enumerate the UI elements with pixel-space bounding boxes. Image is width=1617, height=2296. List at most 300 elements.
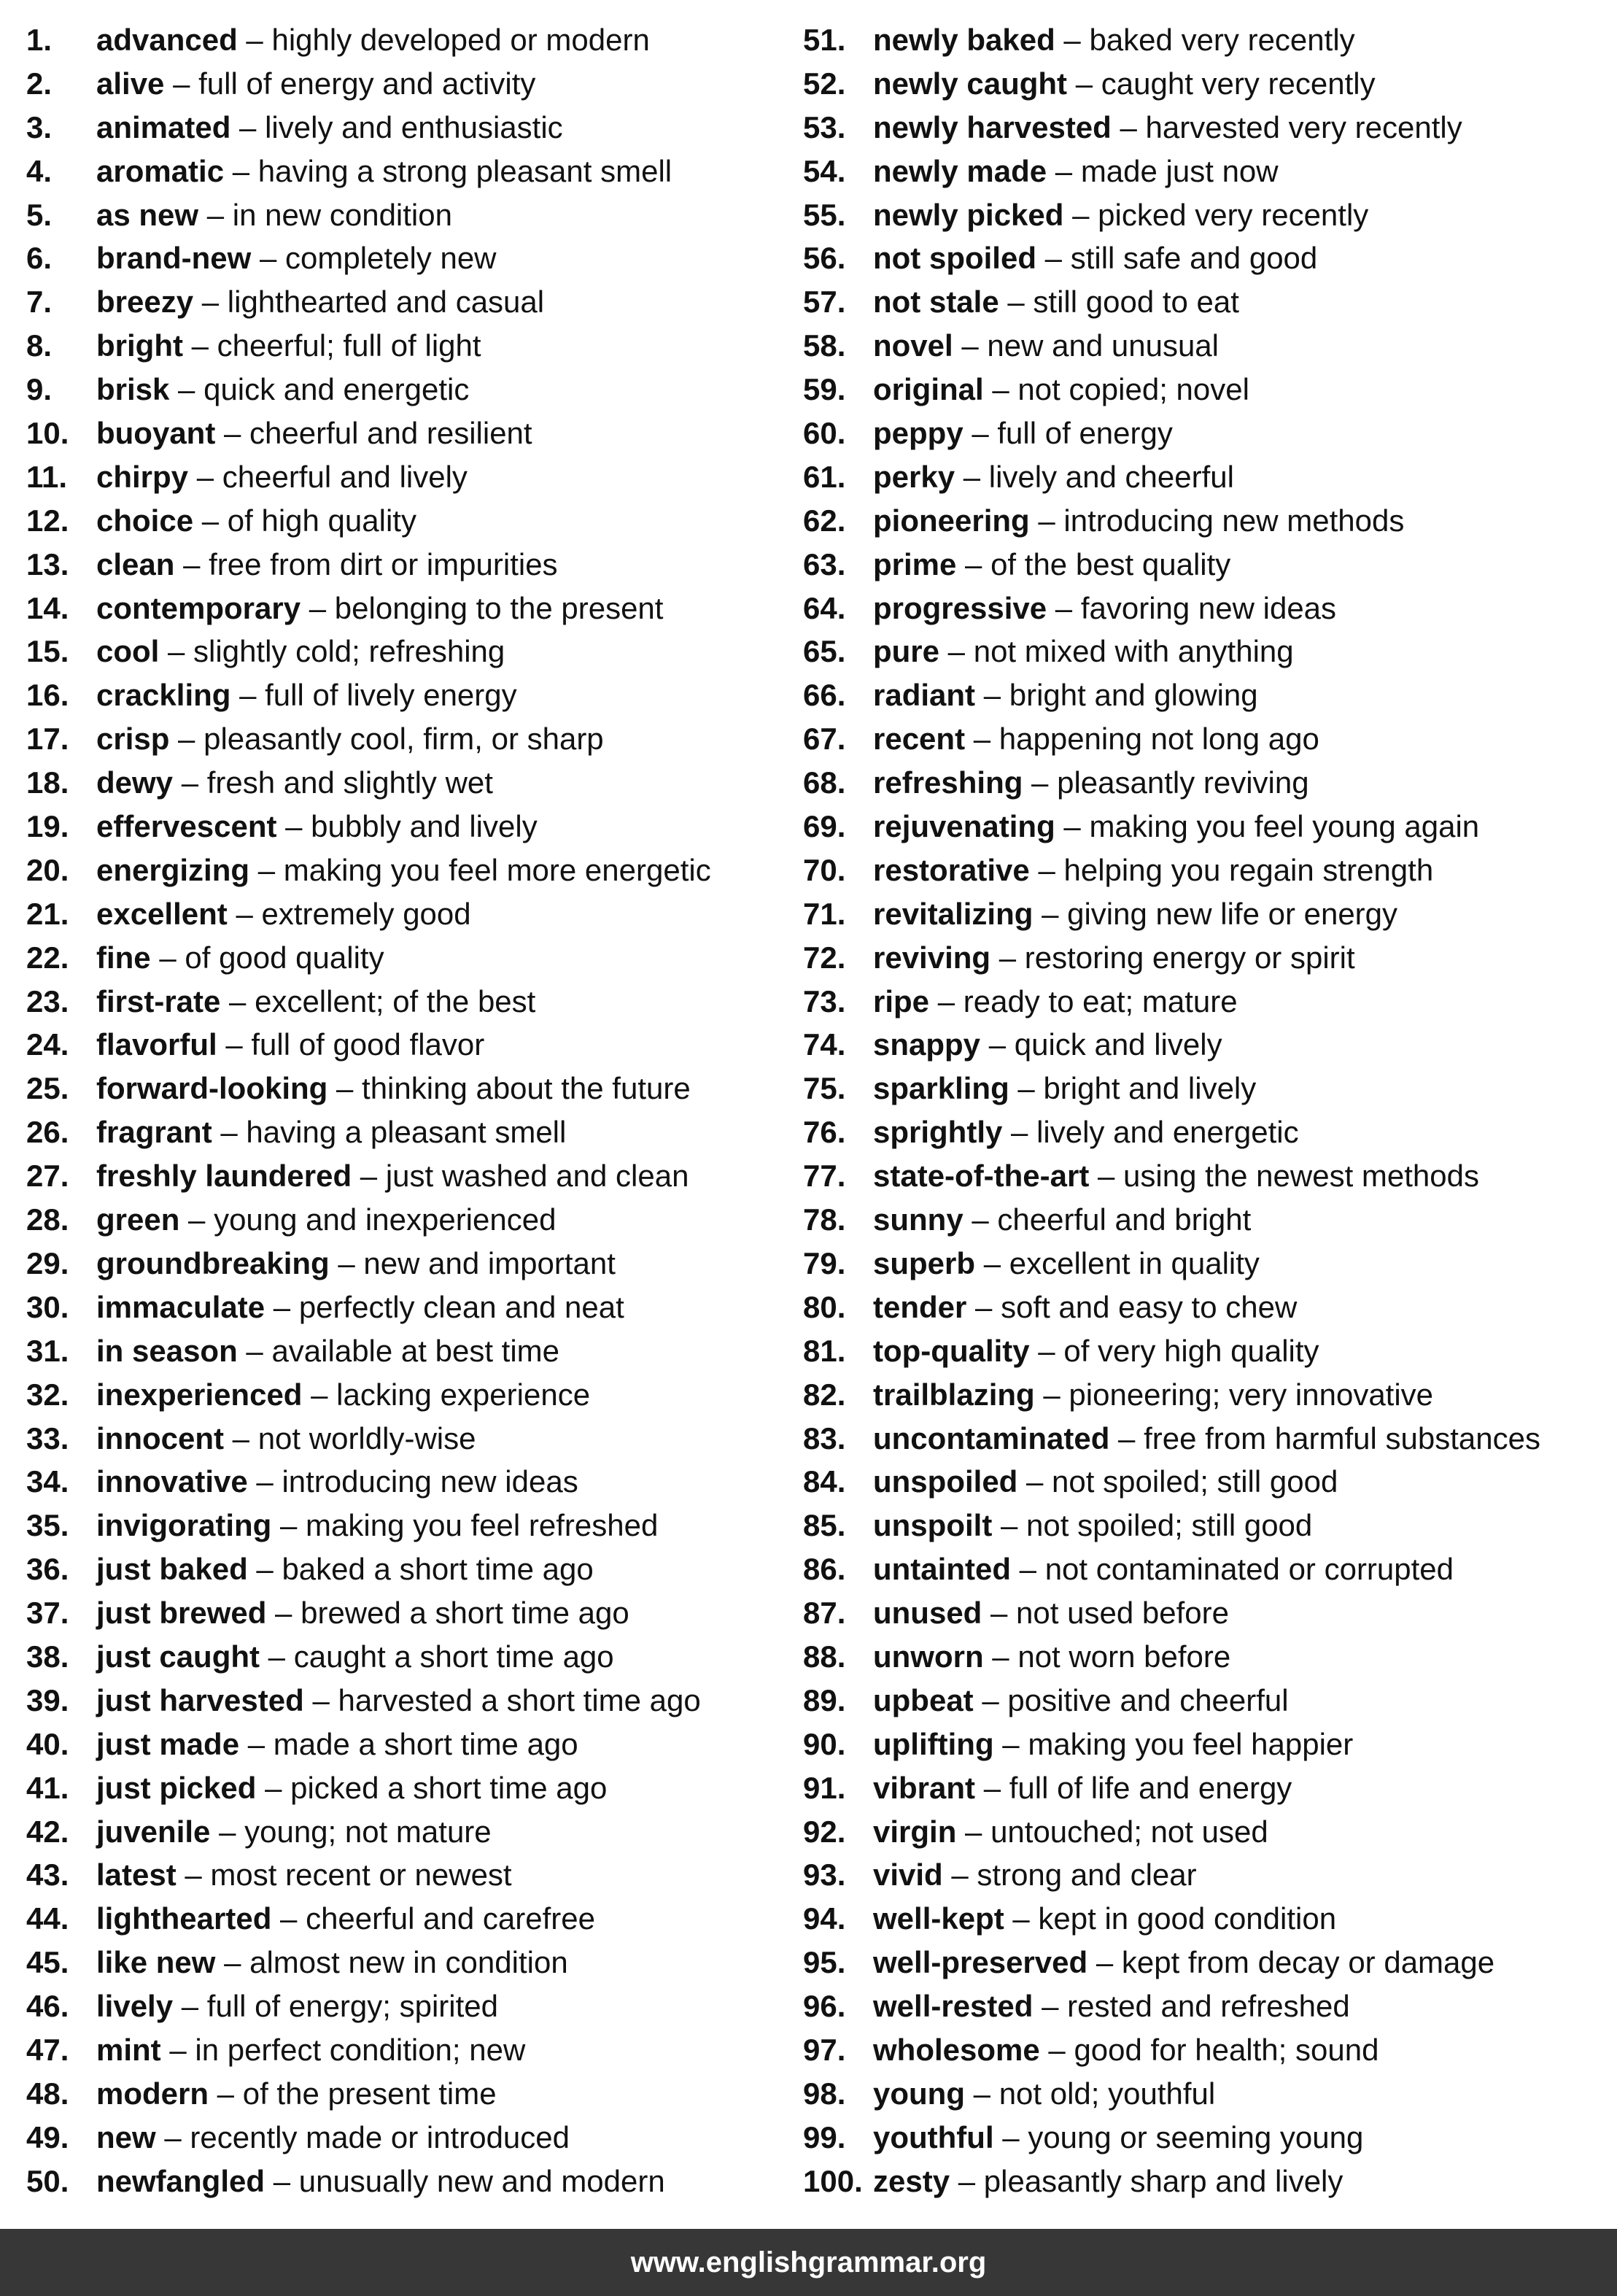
item-definition: not mixed with anything — [973, 634, 1294, 669]
item-separator: – — [956, 546, 991, 581]
item-word: untainted — [873, 1552, 1011, 1587]
item-separator: – — [1009, 1071, 1044, 1106]
item-word: superb — [873, 1245, 976, 1280]
item-word: latest — [96, 1858, 177, 1893]
list-item — [803, 543, 1613, 587]
item-definition: of very high quality — [1063, 1333, 1319, 1368]
list-item — [803, 1198, 1613, 1242]
item-definition: quick and lively — [1014, 1027, 1222, 1062]
item-text — [873, 1853, 1197, 1897]
item-definition: harvested a short time ago — [338, 1682, 701, 1717]
item-definition: having a strong pleasant smell — [257, 153, 672, 188]
item-word: youthful — [873, 2119, 994, 2154]
item-separator: – — [975, 1245, 1009, 1280]
item-text — [96, 1941, 568, 1984]
item-definition: ready to eat; mature — [963, 983, 1238, 1018]
item-definition: not worn before — [1017, 1639, 1231, 1674]
item-separator: – — [176, 1858, 211, 1893]
item-separator: – — [983, 1639, 1018, 1674]
item-separator: – — [173, 1989, 207, 2024]
item-number: 91. — [803, 1770, 846, 1805]
item-separator: – — [150, 940, 185, 975]
item-word: aromatic — [96, 153, 225, 188]
item-number: 75. — [803, 1071, 846, 1106]
item-text — [96, 1067, 691, 1110]
item-text — [873, 892, 1397, 936]
list-item — [803, 936, 1613, 980]
item-text — [96, 1723, 578, 1766]
item-text — [96, 1023, 484, 1067]
item-word: just caught — [96, 1639, 260, 1674]
item-word: immaculate — [96, 1289, 265, 1324]
item-text — [873, 805, 1479, 849]
list-item — [803, 1417, 1613, 1461]
item-separator: – — [1067, 66, 1101, 101]
list-item — [26, 1547, 785, 1591]
item-separator: – — [964, 2076, 999, 2111]
list-item — [26, 1897, 785, 1941]
item-number: 89. — [803, 1682, 846, 1717]
item-separator: – — [237, 1333, 272, 1368]
list-item — [26, 761, 785, 805]
item-word: new — [96, 2119, 156, 2154]
item-separator: – — [1029, 1333, 1064, 1368]
list-item — [26, 1067, 785, 1110]
list-item — [26, 324, 785, 368]
list-item — [26, 280, 785, 324]
item-separator: – — [300, 590, 335, 625]
item-word: sparkling — [873, 1071, 1009, 1106]
item-definition: quick and energetic — [203, 372, 470, 407]
item-word: clean — [96, 546, 175, 581]
item-text — [873, 1329, 1319, 1373]
list-item — [26, 630, 785, 673]
item-number: 67. — [803, 722, 846, 757]
item-definition: baked a short time ago — [282, 1552, 594, 1587]
item-definition: picked very recently — [1098, 197, 1369, 232]
item-separator: – — [329, 1245, 364, 1280]
item-number: 8. — [26, 328, 53, 363]
item-number: 41. — [26, 1770, 69, 1805]
item-separator: – — [188, 459, 222, 494]
item-text — [96, 1635, 614, 1679]
item-text — [96, 543, 558, 587]
list-item — [26, 193, 785, 237]
item-definition: favoring new ideas — [1080, 590, 1337, 625]
item-separator: – — [198, 197, 233, 232]
item-number: 59. — [803, 372, 846, 407]
item-number: 16. — [26, 678, 69, 713]
item-definition: bright and lively — [1043, 1071, 1257, 1106]
item-word: newly picked — [873, 197, 1064, 232]
item-definition: using the newest methods — [1123, 1159, 1480, 1194]
item-text — [873, 1679, 1289, 1723]
item-separator: – — [1029, 503, 1064, 538]
item-definition: full of lively energy — [265, 678, 517, 713]
item-word: just made — [96, 1726, 240, 1761]
item-separator: – — [227, 896, 262, 931]
item-separator: – — [265, 1289, 299, 1324]
item-separator: – — [266, 1596, 301, 1631]
item-text — [873, 1635, 1230, 1679]
item-word: excellent — [96, 896, 228, 931]
item-number: 11. — [26, 459, 68, 494]
item-definition: cheerful and lively — [222, 459, 468, 494]
list-item — [26, 1198, 785, 1242]
list-item — [26, 892, 785, 936]
item-word: effervescent — [96, 809, 277, 844]
item-number: 61. — [803, 459, 846, 494]
item-definition: soft and easy to chew — [1001, 1289, 1298, 1324]
item-definition: introducing new methods — [1063, 503, 1405, 538]
item-definition: not used before — [1016, 1596, 1229, 1631]
item-definition: bright and glowing — [1009, 678, 1258, 713]
item-separator: – — [990, 940, 1025, 975]
item-word: snappy — [873, 1027, 981, 1062]
list-item — [803, 1547, 1613, 1591]
item-number: 82. — [803, 1377, 846, 1412]
item-number: 38. — [26, 1639, 69, 1674]
item-definition: kept in good condition — [1038, 1901, 1337, 1936]
list-item — [26, 1766, 785, 1810]
item-word: freshly laundered — [96, 1159, 352, 1194]
item-text — [96, 324, 481, 368]
item-separator: – — [1004, 1901, 1039, 1936]
list-item — [803, 280, 1613, 324]
list-item — [26, 2072, 785, 2116]
item-text — [873, 2116, 1363, 2160]
list-item — [26, 1110, 785, 1154]
item-word: novel — [873, 328, 953, 363]
item-word: flavorful — [96, 1027, 217, 1062]
list-item — [803, 1329, 1613, 1373]
item-definition: completely new — [285, 241, 497, 276]
item-definition: caught very recently — [1101, 66, 1376, 101]
item-separator: – — [1055, 23, 1090, 57]
item-word: not spoiled — [873, 241, 1036, 276]
item-text — [873, 1154, 1479, 1198]
item-separator: – — [271, 1901, 306, 1936]
list-item — [26, 2116, 785, 2160]
item-word: not stale — [873, 285, 999, 320]
item-number: 14. — [26, 590, 69, 625]
item-word: advanced — [96, 23, 238, 57]
item-number: 74. — [803, 1027, 846, 1062]
list-item — [803, 1941, 1613, 1984]
footer-bar — [0, 2229, 1617, 2296]
item-text — [96, 455, 468, 499]
list-item — [803, 2072, 1613, 2116]
item-separator: – — [256, 1770, 291, 1805]
item-word: well-rested — [873, 1989, 1034, 2024]
item-number: 81. — [803, 1333, 846, 1368]
item-word: unspoilt — [873, 1508, 993, 1543]
item-definition: not copied; novel — [1017, 372, 1249, 407]
item-number: 92. — [803, 1814, 846, 1849]
list-item — [803, 324, 1613, 368]
item-number: 48. — [26, 2076, 69, 2111]
list-item — [803, 980, 1613, 1024]
item-separator: – — [992, 1508, 1027, 1543]
item-definition: making you feel young again — [1089, 809, 1480, 844]
item-definition: young or seeming young — [1028, 2119, 1364, 2154]
item-definition: new and important — [363, 1245, 616, 1280]
item-text — [96, 717, 604, 761]
item-text — [96, 2116, 570, 2160]
list-item — [26, 499, 785, 543]
item-definition: free from dirt or impurities — [209, 546, 558, 581]
item-text — [96, 1679, 701, 1723]
list-item — [26, 1941, 785, 1984]
list-item — [803, 1110, 1613, 1154]
item-text — [873, 980, 1238, 1024]
item-definition: lively and cheerful — [988, 459, 1234, 494]
item-text — [96, 1154, 689, 1198]
item-word: uplifting — [873, 1726, 994, 1761]
list-item — [803, 106, 1613, 150]
item-definition: highly developed or modern — [271, 23, 650, 57]
item-word: rejuvenating — [873, 809, 1055, 844]
item-text — [873, 2160, 1343, 2203]
list-item — [803, 1766, 1613, 1810]
item-definition: not worldly-wise — [257, 1420, 476, 1456]
item-separator: – — [155, 2119, 190, 2154]
list-item — [26, 1984, 785, 2028]
item-definition: brewed a short time ago — [300, 1596, 629, 1631]
item-separator: – — [193, 285, 228, 320]
item-separator: – — [1087, 1945, 1122, 1980]
item-number: 79. — [803, 1245, 846, 1280]
item-text — [873, 236, 1317, 280]
item-word: well-kept — [873, 1901, 1004, 1936]
item-number: 46. — [26, 1989, 69, 2024]
list-item — [26, 1723, 785, 1766]
list-item — [803, 1853, 1613, 1897]
item-definition: thinking about the future — [362, 1071, 691, 1106]
item-number: 45. — [26, 1945, 69, 1980]
list-item — [803, 1242, 1613, 1286]
item-separator: – — [237, 23, 272, 57]
item-definition: lively and energetic — [1036, 1115, 1299, 1150]
item-number: 56. — [803, 241, 846, 276]
list-item — [26, 1635, 785, 1679]
item-text — [96, 761, 493, 805]
item-number: 72. — [803, 940, 846, 975]
left-column — [26, 18, 785, 2203]
list-item — [803, 1023, 1613, 1067]
item-separator: – — [950, 2163, 984, 2198]
item-separator: – — [939, 634, 974, 669]
item-number: 99. — [803, 2119, 846, 2154]
item-definition: positive and cheerful — [1007, 1682, 1289, 1717]
item-word: dewy — [96, 765, 174, 800]
item-word: perky — [873, 459, 955, 494]
item-text — [873, 761, 1309, 805]
item-text — [96, 1766, 607, 1810]
item-separator: – — [1111, 109, 1146, 144]
item-text — [96, 1853, 512, 1897]
item-word: innocent — [96, 1420, 224, 1456]
item-word: inexperienced — [96, 1377, 303, 1412]
item-number: 97. — [803, 2032, 846, 2067]
item-word: crisp — [96, 722, 170, 757]
list-item — [803, 1810, 1613, 1854]
item-definition: strong and clear — [977, 1858, 1197, 1893]
item-separator: – — [980, 1027, 1015, 1062]
item-definition: good for health; sound — [1074, 2032, 1379, 2067]
item-number: 20. — [26, 852, 69, 887]
item-number: 22. — [26, 940, 69, 975]
item-definition: pleasantly sharp and lively — [983, 2163, 1343, 2198]
item-word: progressive — [873, 590, 1047, 625]
item-separator: – — [164, 66, 199, 101]
right-column — [803, 18, 1613, 2203]
item-definition: excellent; of the best — [255, 983, 536, 1018]
item-separator: – — [251, 241, 286, 276]
list-item — [803, 717, 1613, 761]
item-definition: pioneering; very innovative — [1069, 1377, 1434, 1412]
item-definition: almost new in condition — [249, 1945, 568, 1980]
item-text — [873, 368, 1249, 411]
item-number: 35. — [26, 1508, 69, 1543]
item-text — [96, 1460, 578, 1504]
item-word: vibrant — [873, 1770, 976, 1805]
item-separator: – — [182, 328, 217, 363]
item-definition: not contaminated or corrupted — [1044, 1552, 1454, 1587]
item-word: choice — [96, 503, 194, 538]
item-text — [96, 936, 384, 980]
item-text — [96, 673, 517, 717]
item-text — [873, 1198, 1251, 1242]
list-item — [803, 892, 1613, 936]
item-definition: in new condition — [232, 197, 452, 232]
item-number: 87. — [803, 1596, 846, 1631]
item-number: 52. — [803, 66, 846, 101]
item-separator: – — [1047, 590, 1081, 625]
item-text — [873, 1897, 1336, 1941]
item-number: 37. — [26, 1596, 69, 1631]
item-separator: – — [220, 983, 255, 1018]
footer-url[interactable]: www.englishgrammar.org — [630, 2246, 987, 2278]
item-number: 54. — [803, 153, 846, 188]
item-separator: – — [993, 2119, 1028, 2154]
item-definition: full of life and energy — [1009, 1770, 1292, 1805]
list-item — [26, 1417, 785, 1461]
list-item — [26, 1504, 785, 1547]
item-text — [873, 1286, 1297, 1329]
item-text — [873, 2028, 1378, 2072]
item-separator: – — [942, 1858, 977, 1893]
item-word: zesty — [873, 2163, 950, 2198]
list-item — [803, 1635, 1613, 1679]
item-separator: – — [993, 1726, 1028, 1761]
item-text — [873, 717, 1319, 761]
item-separator: – — [159, 634, 194, 669]
item-word: just baked — [96, 1552, 248, 1587]
item-number: 4. — [26, 153, 53, 188]
item-separator: – — [929, 983, 963, 1018]
item-text — [96, 1810, 492, 1854]
item-number: 13. — [26, 546, 69, 581]
item-number: 78. — [803, 1202, 846, 1237]
item-word: in season — [96, 1333, 238, 1368]
item-separator: – — [224, 153, 258, 188]
list-item — [803, 1154, 1613, 1198]
item-number: 77. — [803, 1159, 846, 1194]
list-item — [26, 936, 785, 980]
item-text — [96, 106, 563, 150]
item-number: 21. — [26, 896, 69, 931]
item-number: 62. — [803, 503, 846, 538]
list-item — [803, 761, 1613, 805]
item-number: 23. — [26, 983, 69, 1018]
item-number: 95. — [803, 1945, 846, 1980]
list-item — [26, 1373, 785, 1417]
item-separator: – — [215, 416, 250, 451]
item-text — [873, 1591, 1229, 1635]
item-separator: – — [1089, 1159, 1124, 1194]
item-definition: free from harmful substances — [1144, 1420, 1540, 1456]
item-word: sunny — [873, 1202, 963, 1237]
item-separator: – — [963, 416, 998, 451]
list-item — [803, 630, 1613, 673]
item-word: lively — [96, 1989, 174, 2024]
item-definition: perfectly clean and neat — [298, 1289, 624, 1324]
item-text — [96, 1329, 559, 1373]
item-number: 34. — [26, 1464, 69, 1499]
item-number: 36. — [26, 1552, 69, 1587]
item-text — [96, 1286, 624, 1329]
item-number: 60. — [803, 416, 846, 451]
item-separator: – — [1034, 1377, 1069, 1412]
item-number: 29. — [26, 1245, 69, 1280]
item-number: 83. — [803, 1420, 846, 1456]
item-number: 44. — [26, 1901, 69, 1936]
item-definition: harvested very recently — [1145, 109, 1462, 144]
item-text — [96, 1591, 629, 1635]
item-number: 40. — [26, 1726, 69, 1761]
item-number: 10. — [26, 416, 69, 451]
item-number: 93. — [803, 1858, 846, 1893]
item-word: state-of-the-art — [873, 1159, 1090, 1194]
item-word: uncontaminated — [873, 1420, 1110, 1456]
item-number: 88. — [803, 1639, 846, 1674]
item-word: breezy — [96, 285, 194, 320]
item-word: just harvested — [96, 1682, 304, 1717]
list-item — [803, 2160, 1613, 2203]
list-item — [803, 1679, 1613, 1723]
item-separator: – — [271, 1508, 306, 1543]
item-number: 51. — [803, 23, 846, 57]
list-item — [803, 1460, 1613, 1504]
list-item — [26, 2028, 785, 2072]
item-word: brisk — [96, 372, 170, 407]
item-separator: – — [169, 722, 204, 757]
list-item — [26, 1329, 785, 1373]
item-word: wholesome — [873, 2032, 1040, 2067]
item-word: like new — [96, 1945, 216, 1980]
list-item — [803, 368, 1613, 411]
item-text — [96, 1110, 566, 1154]
item-definition: not spoiled; still good — [1026, 1508, 1313, 1543]
item-separator: – — [230, 678, 265, 713]
item-word: mint — [96, 2032, 161, 2067]
item-text — [96, 1417, 476, 1461]
item-definition: most recent or newest — [210, 1858, 512, 1893]
item-separator: – — [224, 1420, 258, 1456]
item-word: forward-looking — [96, 1071, 328, 1106]
list-item — [26, 236, 785, 280]
